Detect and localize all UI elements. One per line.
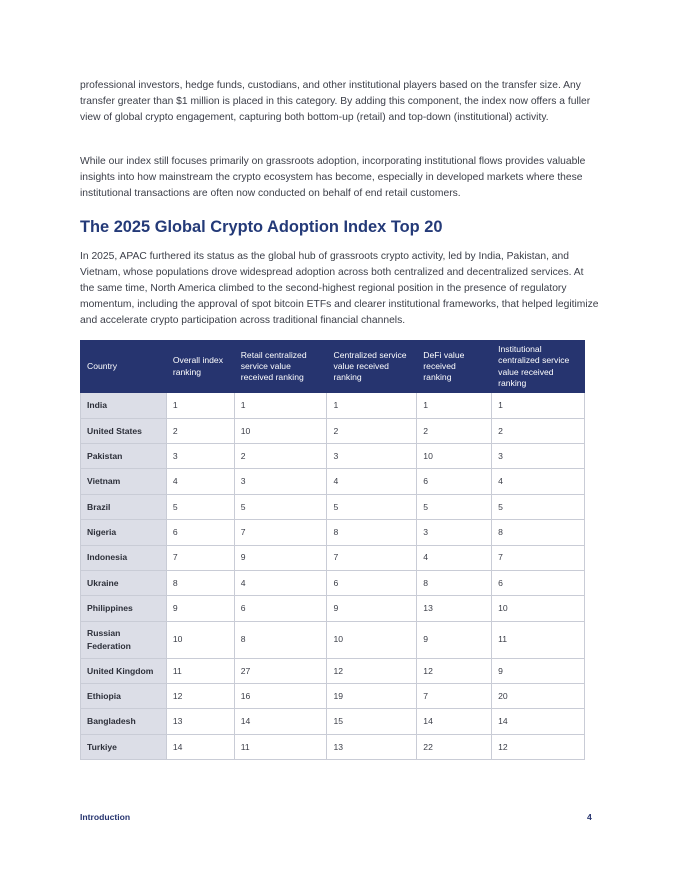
table-row bbox=[81, 545, 585, 570]
table-cell-country: Brazil bbox=[81, 494, 167, 519]
header-centralized-ranking: Centralized service value received ranking bbox=[327, 341, 417, 393]
table-cell-ranking: 14 bbox=[166, 734, 234, 759]
table-cell-ranking: 7 bbox=[327, 545, 417, 570]
table-row bbox=[81, 418, 585, 443]
table-cell-ranking: 7 bbox=[417, 684, 492, 709]
table-cell-ranking: 16 bbox=[234, 684, 327, 709]
header-defi-ranking: DeFi value received ranking bbox=[417, 341, 492, 393]
intro-paragraph-1: professional investors, hedge funds, custodians, and other institutional players based on the transfer size. Any transfer greater than $1 million is placed in this category. By adding this component, the index now offers a fuller view of global crypto engagement, capturing both bottom-up (retail) and top-down (institutional) activity. bbox=[80, 80, 591, 123]
footer-section-label: Introduction bbox=[80, 812, 131, 822]
table-cell-ranking: 6 bbox=[417, 469, 492, 494]
table-cell-ranking: 9 bbox=[417, 621, 492, 658]
table-cell-ranking: 10 bbox=[166, 621, 234, 658]
table-row bbox=[81, 443, 585, 468]
table-cell-ranking: 6 bbox=[492, 570, 585, 595]
table-cell-ranking: 4 bbox=[327, 469, 417, 494]
table-cell-ranking: 6 bbox=[166, 520, 234, 545]
table-cell-ranking: 4 bbox=[417, 545, 492, 570]
table-row bbox=[81, 520, 585, 545]
table-row bbox=[81, 621, 585, 658]
table-cell-ranking: 4 bbox=[492, 469, 585, 494]
table-cell-ranking: 3 bbox=[166, 443, 234, 468]
table-cell-ranking: 15 bbox=[327, 709, 417, 734]
table-cell-ranking: 14 bbox=[234, 709, 327, 734]
table-cell-country: Russian Federation bbox=[81, 621, 167, 658]
table-cell-country: Ethiopia bbox=[81, 684, 167, 709]
section-paragraph: In 2025, APAC furthered its status as the global hub of grassroots crypto activity, led by India, Pakistan, and Vietnam, whose populations drove widespread adoption across both centralized and decentralized services. At the same time, North America climbed to the second-highest regional position in the presence of regulatory momentum, including the approval of spot bitcoin ETFs and clearer institutional frameworks, that helped legitimize and accelerate crypto participation across traditional financial channels. bbox=[80, 251, 599, 326]
table-cell-ranking: 14 bbox=[492, 709, 585, 734]
table-cell-ranking: 3 bbox=[234, 469, 327, 494]
table-row bbox=[81, 596, 585, 621]
table-cell-ranking: 9 bbox=[327, 596, 417, 621]
table-row bbox=[81, 494, 585, 519]
table-row bbox=[81, 393, 585, 418]
table-cell-ranking: 6 bbox=[234, 596, 327, 621]
table-cell-ranking: 13 bbox=[327, 734, 417, 759]
table-cell-country: Philippines bbox=[81, 596, 167, 621]
table-cell-ranking: 12 bbox=[417, 658, 492, 683]
table-cell-ranking: 5 bbox=[166, 494, 234, 519]
table-cell-ranking: 13 bbox=[166, 709, 234, 734]
table-row bbox=[81, 734, 585, 759]
table-header-row bbox=[81, 341, 585, 393]
table-cell-ranking: 12 bbox=[492, 734, 585, 759]
table-cell-country: India bbox=[81, 393, 167, 418]
table-cell-country: Bangladesh bbox=[81, 709, 167, 734]
table-cell-ranking: 9 bbox=[234, 545, 327, 570]
table-cell-ranking: 5 bbox=[327, 494, 417, 519]
table-cell-ranking: 27 bbox=[234, 658, 327, 683]
table-cell-ranking: 10 bbox=[234, 418, 327, 443]
header-institutional-ranking: Institutional centralized service value received ranking bbox=[492, 341, 585, 393]
table-row bbox=[81, 658, 585, 683]
table-cell-ranking: 11 bbox=[234, 734, 327, 759]
table-cell-ranking: 2 bbox=[417, 418, 492, 443]
table-cell-ranking: 4 bbox=[234, 570, 327, 595]
table-cell-ranking: 11 bbox=[492, 621, 585, 658]
table-cell-ranking: 3 bbox=[417, 520, 492, 545]
table-cell-ranking: 2 bbox=[327, 418, 417, 443]
table-cell-ranking: 8 bbox=[166, 570, 234, 595]
header-retail-centralized-ranking: Retail centralized service value received ranking bbox=[234, 341, 327, 393]
table-cell-country: United Kingdom bbox=[81, 658, 167, 683]
table-cell-ranking: 13 bbox=[417, 596, 492, 621]
table-cell-ranking: 2 bbox=[166, 418, 234, 443]
table-cell-ranking: 10 bbox=[492, 596, 585, 621]
table-cell-country: United States bbox=[81, 418, 167, 443]
header-overall-ranking: Overall index ranking bbox=[166, 341, 234, 393]
table-cell-ranking: 5 bbox=[234, 494, 327, 519]
table-cell-ranking: 7 bbox=[492, 545, 585, 570]
table-cell-country: Vietnam bbox=[81, 469, 167, 494]
table-cell-country: Pakistan bbox=[81, 443, 167, 468]
table-cell-ranking: 10 bbox=[417, 443, 492, 468]
table-cell-ranking: 12 bbox=[166, 684, 234, 709]
table-cell-ranking: 8 bbox=[417, 570, 492, 595]
table-cell-ranking: 8 bbox=[492, 520, 585, 545]
table-row bbox=[81, 570, 585, 595]
table-cell-country: Turkiye bbox=[81, 734, 167, 759]
table-cell-ranking: 9 bbox=[166, 596, 234, 621]
table-cell-ranking: 2 bbox=[492, 418, 585, 443]
section-title: The 2025 Global Crypto Adoption Index Top 20 bbox=[80, 218, 443, 236]
table-cell-ranking: 7 bbox=[166, 545, 234, 570]
table-cell-ranking: 3 bbox=[492, 443, 585, 468]
table-cell-ranking: 1 bbox=[327, 393, 417, 418]
table-row bbox=[81, 709, 585, 734]
table-cell-ranking: 9 bbox=[492, 658, 585, 683]
table-cell-ranking: 2 bbox=[234, 443, 327, 468]
intro-paragraph-2: While our index still focuses primarily on grassroots adoption, incorporating institutional flows provides valuable insights into how mainstream the crypto ecosystem has become, especially in developed markets where these institutional transactions are often now conducted on behalf of end retail customers. bbox=[80, 156, 586, 199]
table-cell-ranking: 12 bbox=[327, 658, 417, 683]
table-row bbox=[81, 469, 585, 494]
page-number: 4 bbox=[587, 812, 592, 822]
table-cell-country: Nigeria bbox=[81, 520, 167, 545]
header-country: Country bbox=[81, 341, 167, 393]
table-cell-ranking: 6 bbox=[327, 570, 417, 595]
table-cell-ranking: 7 bbox=[234, 520, 327, 545]
table-cell-ranking: 3 bbox=[327, 443, 417, 468]
table-cell-ranking: 11 bbox=[166, 658, 234, 683]
table-cell-ranking: 19 bbox=[327, 684, 417, 709]
table-cell-ranking: 22 bbox=[417, 734, 492, 759]
table-cell-ranking: 8 bbox=[327, 520, 417, 545]
table-cell-ranking: 5 bbox=[417, 494, 492, 519]
table-cell-ranking: 5 bbox=[492, 494, 585, 519]
table-cell-ranking: 1 bbox=[234, 393, 327, 418]
table-cell-ranking: 1 bbox=[417, 393, 492, 418]
adoption-index-table bbox=[80, 340, 585, 760]
table-cell-country: Indonesia bbox=[81, 545, 167, 570]
table-cell-ranking: 4 bbox=[166, 469, 234, 494]
table-cell-ranking: 20 bbox=[492, 684, 585, 709]
table-cell-ranking: 1 bbox=[166, 393, 234, 418]
table-cell-country: Ukraine bbox=[81, 570, 167, 595]
table-row bbox=[81, 684, 585, 709]
table-cell-ranking: 14 bbox=[417, 709, 492, 734]
table-cell-ranking: 10 bbox=[327, 621, 417, 658]
table-cell-ranking: 1 bbox=[492, 393, 585, 418]
table-cell-ranking: 8 bbox=[234, 621, 327, 658]
